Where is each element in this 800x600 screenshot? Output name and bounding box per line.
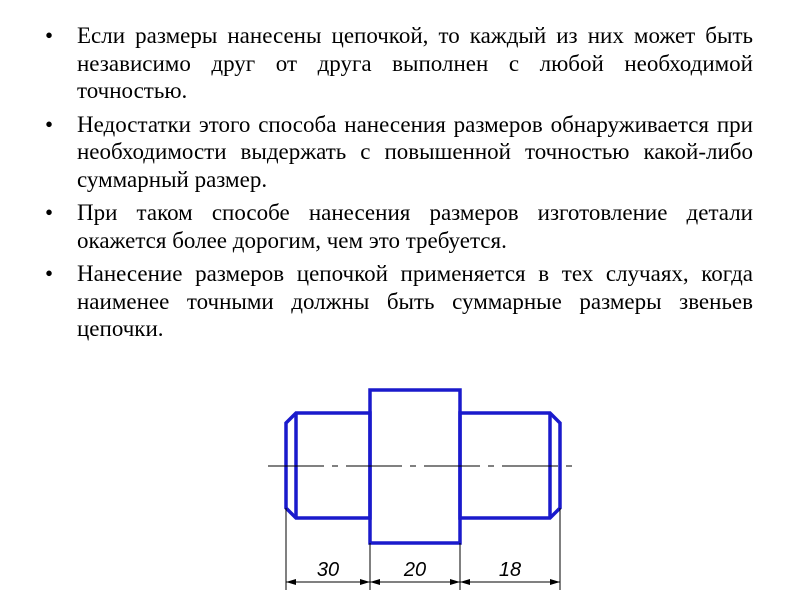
dimension-label-20: 20 (403, 559, 427, 581)
dimension-label-30: 30 (316, 559, 340, 581)
bullet-text: При таком способе нанесения размеров изготовление детали окажется более дорогим, чем это требуется. (77, 200, 753, 253)
bullet-text: Нанесение размеров цепочкой применяется в тех случаях, когда наименее точными должны быть суммарные размеры звеньев цепочки. (77, 261, 753, 341)
bullet-marker: • (45, 23, 54, 48)
bullet-marker: • (45, 261, 54, 286)
dimension-label-18: 18 (498, 559, 522, 581)
bullet-marker: • (45, 111, 54, 137)
bullet-marker: • (45, 200, 54, 225)
bullet-text: Если размеры нанесены цепочкой, то каждый из них может быть независимо друг от друга выполнен с любой необходимой точностью. (77, 23, 753, 103)
bullet-text: Недостатки этого способа нанесения размеров обнаруживается при необходимости выдержать с повышенной точностью какой-либо суммарный размер. (77, 111, 753, 192)
